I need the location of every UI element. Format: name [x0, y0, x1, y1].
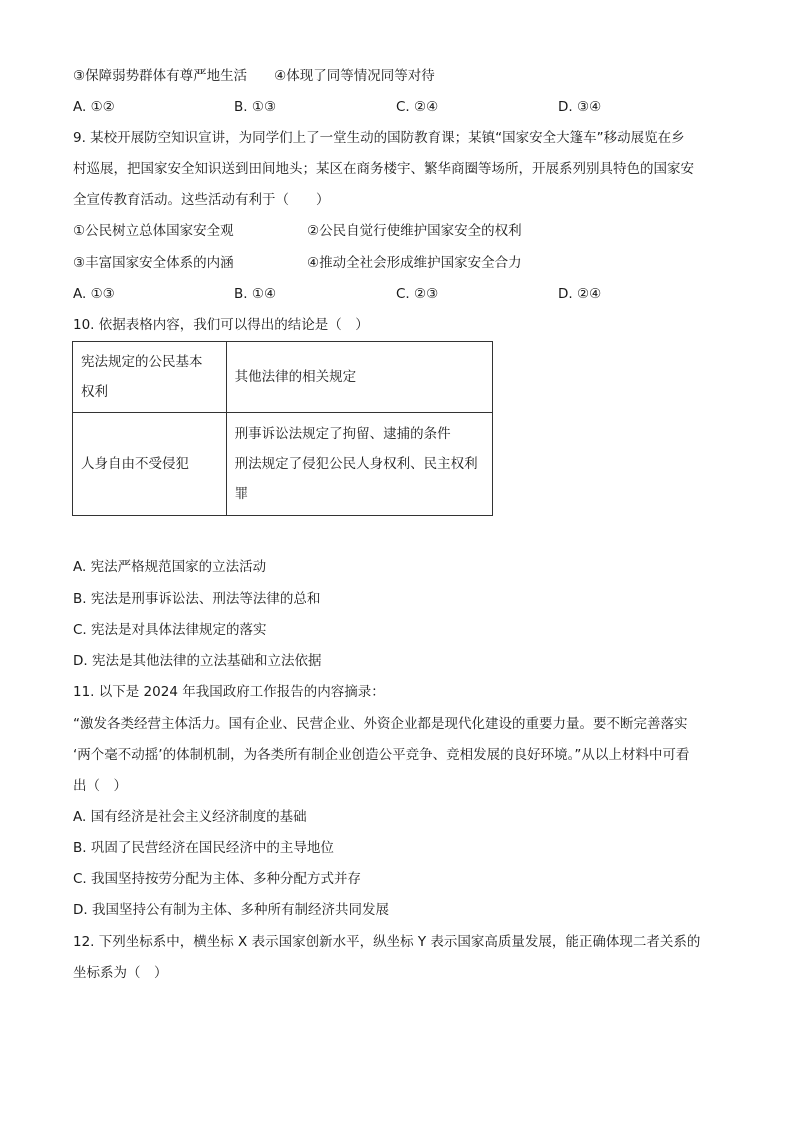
q10-option-c: C. 宪法是对具体法律规定的落实 — [73, 622, 267, 638]
q11-option-d: D. 我国坚持公有制为主体、多种所有制经济共同发展 — [73, 902, 389, 918]
q10-option-b: B. 宪法是刑事诉讼法、刑法等法律的总和 — [73, 591, 321, 607]
q9-stem-line-3: 全宣传教育活动。这些活动有利于（ ） — [73, 192, 330, 208]
q9-item-2: ②公民自觉行使维护国家安全的权利 — [307, 223, 522, 239]
q8-option-d: D. ③④ — [558, 99, 602, 115]
q9-option-b: B. ①④ — [234, 286, 277, 302]
table-header-cell-1: 宪法规定的公民基本 权利 — [73, 342, 227, 413]
table-row — [73, 342, 493, 413]
q9-stem-line-1: 9. 某校开展防空知识宣讲，为同学们上了一堂生动的国防教育课；某镇“国家安全大篷车”移动展览在乡 — [73, 130, 685, 146]
q8-option-c: C. ②④ — [396, 99, 439, 115]
q9-option-c: C. ②③ — [396, 286, 439, 302]
q9-item-1: ①公民树立总体国家安全观 — [73, 223, 234, 239]
q11-option-a: A. 国有经济是社会主义经济制度的基础 — [73, 809, 307, 825]
table-header-cell-2: 其他法律的相关规定 — [226, 342, 492, 413]
q8-items-line: ③保障弱势群体有尊严地生活 ④体现了同等情况同等对待 — [73, 68, 435, 84]
q10-table — [72, 341, 493, 516]
q9-item-4: ④推动全社会形成维护国家安全合力 — [307, 255, 522, 271]
q10-option-a: A. 宪法严格规范国家的立法活动 — [73, 559, 267, 575]
q12-stem-line-1: 12. 下列坐标系中，横坐标 X 表示国家创新水平，纵坐标 Y 表示国家高质量发展，能正确体现二者关系的 — [73, 934, 701, 950]
q8-option-a: A. ①② — [73, 99, 115, 115]
q12-stem-line-2: 坐标系为（ ） — [73, 965, 168, 981]
q8-option-b: B. ①③ — [234, 99, 277, 115]
q9-option-a: A. ①③ — [73, 286, 115, 302]
table-cell-right: 人身自由不受侵犯 — [73, 413, 227, 516]
q10-option-d: D. 宪法是其他法律的立法基础和立法依据 — [73, 653, 322, 669]
table-cell-law: 刑事诉讼法规定了拘留、逮捕的条件 刑法规定了侵犯公民人身权利、民主权利 罪 — [226, 413, 492, 516]
q11-stem-line-2: “激发各类经营主体活力。国有企业、民营企业、外资企业都是现代化建设的重要力量。要不断完善落实 — [73, 716, 688, 732]
q9-option-d: D. ②④ — [558, 286, 602, 302]
q11-stem-line-4: 出（ ） — [73, 778, 127, 794]
q11-stem-line-3: ‘两个毫不动摇’的体制机制，为各类所有制企业创造公平竞争、竞相发展的良好环境。”从以上材料中可看 — [73, 747, 690, 763]
q10-stem: 10. 依据表格内容，我们可以得出的结论是（ ） — [73, 317, 369, 333]
q9-item-3: ③丰富国家安全体系的内涵 — [73, 255, 234, 271]
table-row — [73, 413, 493, 516]
q11-option-b: B. 巩固了民营经济在国民经济中的主导地位 — [73, 840, 334, 856]
q9-stem-line-2: 村巡展，把国家安全知识送到田间地头；某区在商务楼宇、繁华商圈等场所，开展系列别具特色的国家安 — [73, 161, 694, 177]
q11-option-c: C. 我国坚持按劳分配为主体、多种分配方式并存 — [73, 871, 362, 887]
q11-stem-line-1: 11. 以下是 2024 年我国政府工作报告的内容摘录： — [73, 684, 385, 700]
